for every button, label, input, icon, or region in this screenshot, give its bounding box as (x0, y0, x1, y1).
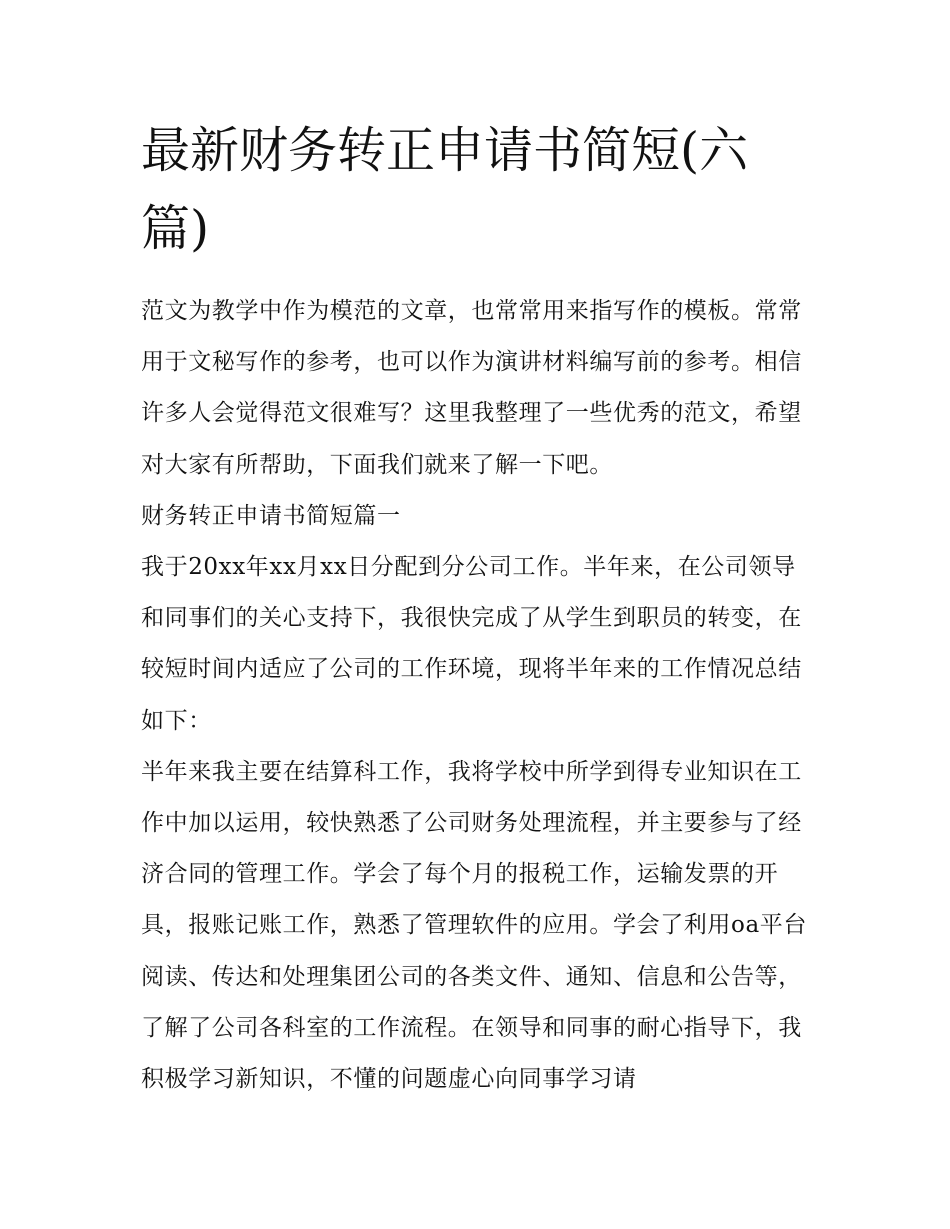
document-body (141, 286, 813, 1105)
body-paragraph: 我于20xx年xx月xx日分配到分公司工作。半年来，在公司领导和同事们的关心支持下，我很快完成了从学生到职员的转变，在较短时间内适应了公司的工作环境，现将半年来的工作情况总结如下： (141, 554, 802, 734)
intro-paragraph: 范文为教学中作为模范的文章，也常常用来指写作的模板。常常用于文秘写作的参考，也可以作为演讲材料编写前的参考。相信许多人会觉得范文很难写？这里我整理了一些优秀的范文，希望对大家有所帮助，下面我们就来了解一下吧。 (141, 298, 802, 478)
section-heading: 财务转正申请书简短篇一 (141, 502, 401, 529)
document-content (141, 112, 813, 1105)
body-paragraph: 半年来我主要在结算科工作，我将学校中所学到得专业知识在工作中加以运用，较快熟悉了公司财务处理流程，并主要参与了经济合同的管理工作。学会了每个月的报税工作，运输发票的开具，报账记账工作，熟悉了管理软件的应用。学会了利用oa平台阅读、传达和处理集团公司的各类文件、通知、信息和公告等，了解了公司各科室的工作流程。在领导和同事的耐心指导下，我积极学习新知识，不懂的问题虚心向同事学习请 (141, 758, 807, 1093)
document-title: 最新财务转正申请书简短(六篇) (141, 122, 749, 257)
